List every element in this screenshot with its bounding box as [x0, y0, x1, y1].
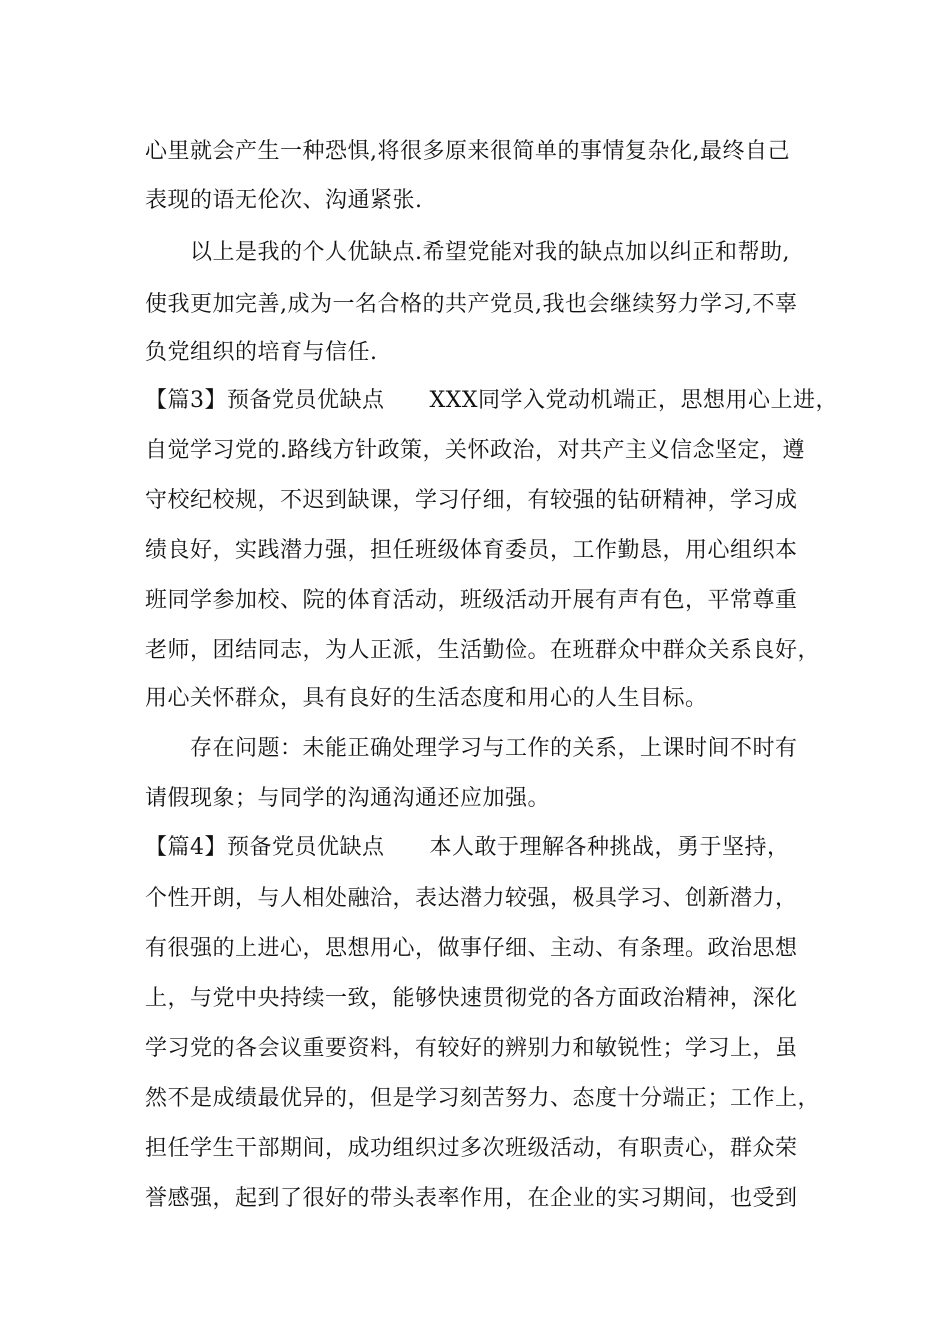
text-line: 请假现象；与同学的沟通沟通还应加强。 [145, 786, 551, 811]
text-line: 表现的语无伦次、沟通紧张. [145, 188, 423, 213]
text-line: 心里就会产生一种恐惧,将很多原来很简单的事情复杂化,最终自己 [145, 139, 790, 164]
text-line: 存在问题：未能正确处理学习与工作的关系，上课时间不时有 [145, 736, 798, 761]
text-line: 绩良好，实践潜力强，担任班级体育委员，工作勤恳，用心组织本 [145, 538, 798, 563]
text-line: 誉感强，起到了很好的带头表率作用，在企业的实习期间，也受到 [145, 1186, 798, 1211]
text-line: 使我更加完善,成为一名合格的共产党员,我也会继续努力学习,不辜 [145, 292, 798, 317]
text-line: 自觉学习党的.路线方针政策，关怀政治，对共产主义信念坚定，遵 [145, 438, 805, 463]
text-line: 然不是成绩最优异的，但是学习刻苦努力、态度十分端正；工作上， [145, 1086, 821, 1111]
text-line: 学习党的各会议重要资料，有较好的辨别力和敏锐性；学习上，虽 [145, 1036, 798, 1061]
text-line: 个性开朗，与人相处融洽，表达潜力较强，极具学习、创新潜力， [145, 886, 798, 911]
text-line: 担任学生干部期间，成功组织过多次班级活动，有职责心，群众荣 [145, 1136, 798, 1161]
text-line: 上，与党中央持续一致，能够快速贯彻党的各方面政治精神，深化 [145, 986, 798, 1011]
text-line: 以上是我的个人优缺点.希望党能对我的缺点加以纠正和帮助, [145, 240, 790, 265]
text-line: 守校纪校规，不迟到缺课，学习仔细，有较强的钻研精神，学习成 [145, 488, 798, 513]
text-line: 用心关怀群众，具有良好的生活态度和用心的人生目标。 [145, 686, 708, 711]
text-line: 老师，团结同志，为人正派，生活勤俭。在班群众中群众关系良好， [145, 638, 821, 663]
section-heading-line: 【篇4】预备党员优缺点 本人敢于理解各种挑战，勇于坚持， [145, 835, 790, 860]
text-line: 负党组织的培育与信任. [145, 340, 378, 365]
text-line: 有很强的上进心，思想用心，做事仔细、主动、有条理。政治思想 [145, 936, 798, 961]
text-line: 班同学参加校、院的体育活动，班级活动开展有声有色，平常尊重 [145, 588, 798, 613]
section-heading-line: 【篇3】预备党员优缺点 XXX同学入党动机端正，思想用心上进， [145, 388, 838, 413]
